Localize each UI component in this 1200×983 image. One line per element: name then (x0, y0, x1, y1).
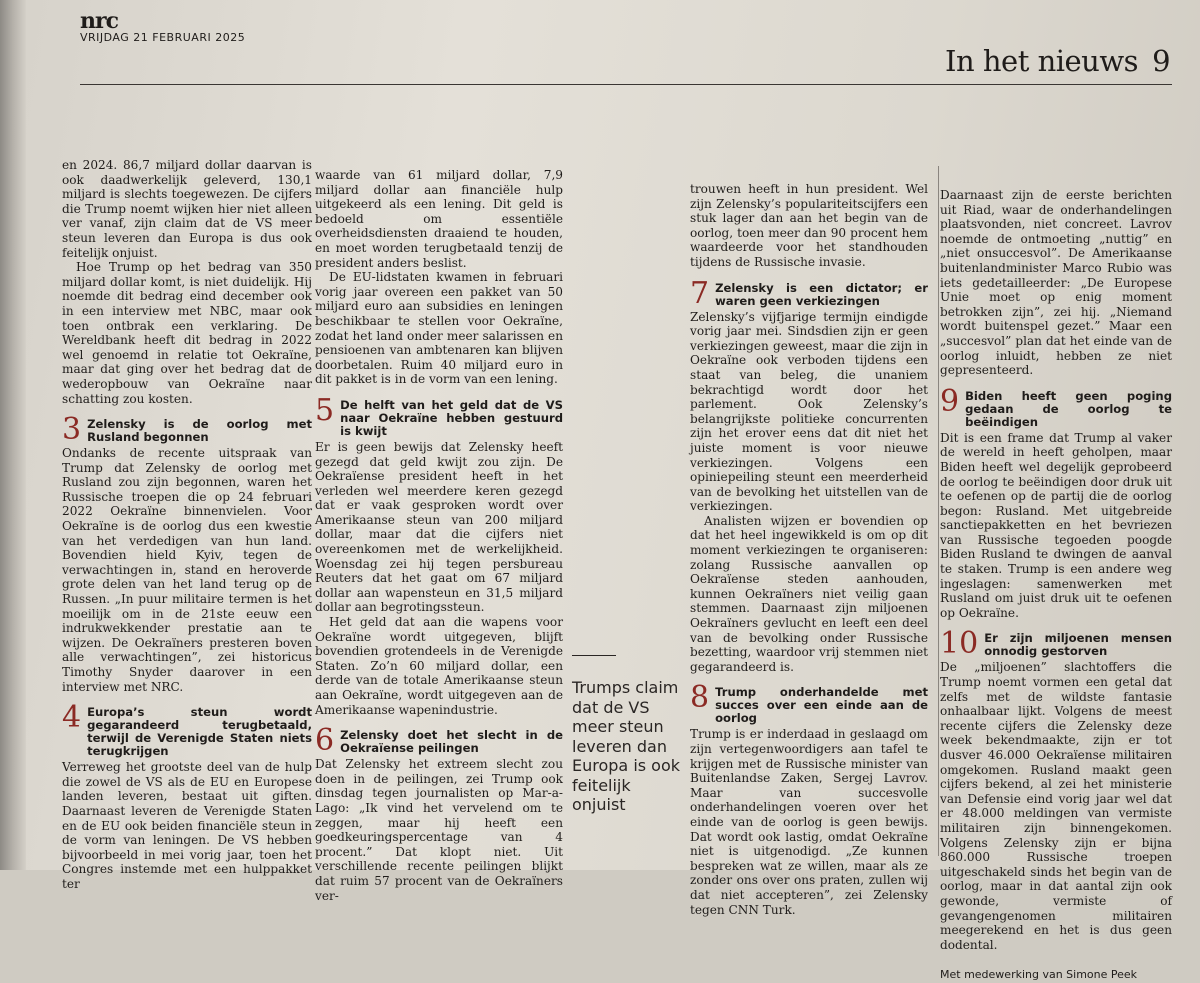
article-column-2 (315, 168, 563, 903)
page-binding-edge (0, 0, 26, 870)
byline-credit: Met medewerking van Simone Peek (940, 968, 1138, 982)
pull-quote (572, 655, 682, 815)
heading-text: De helft van het geld dat de VS naar Oekraïne hebben gestuurd is kwijt (340, 397, 563, 438)
page-number: 9 (1152, 44, 1171, 78)
heading-text: Zelensky doet het slecht in de Oekraïense peilingen (340, 728, 563, 756)
heading-number: 3 (62, 412, 82, 448)
paragraph: waarde van 61 miljard dollar, 7,9 miljard dollar aan financiële hulp uitgekeerd als een lening. Dit geld is bedoeld om essentiële overheidsdiensten draaiend te houden, en moet worden terugbetaald tenzij de president anders beslist. (315, 168, 563, 270)
quote-rule (572, 655, 616, 656)
paragraph: trouwen heeft in hun president. Wel zijn Zelensky’s populariteitscijfers een stuk lager dan aan het begin van de oorlog, toen meer dan 90 procent hem waardeerde voor het standhouden tijdens de Russische invasie. (690, 182, 928, 269)
paragraph: Dat Zelensky het extreem slecht zou doen in de peilingen, zei Trump ook dinsdag tegen journalisten op Mar-a-Lago: „Ik vind het vervelend om te zeggen, maar hij heeft een goedkeuringspercentage van 4 procent.” Dat klopt niet. Uit verschillende recente peilingen blijkt dat ruim 57 procent van de Oekraïners ver- (315, 757, 563, 903)
heading-text: Biden heeft geen poging gedaan de oorlog te beëindigen (965, 388, 1172, 429)
article-column-1 (62, 158, 312, 891)
heading-text: Zelensky is een dictator; er waren geen verkiezingen (715, 280, 928, 308)
section-header (945, 44, 1170, 78)
section-title: In het nieuws (945, 44, 1139, 78)
heading-number: 8 (690, 680, 710, 716)
paragraph: Analisten wijzen er bovendien op dat het heel ingewikkeld is om op dit moment verkiezingen te organiseren: zolang Russische aanvallen op Oekraïense steden aanhouden, kunnen Oekraïners niet veilig gaan stemmen. Daarnaast zijn miljoenen Oekraïners gevlucht en leeft een deel van de bevolking onder Russische bezetting, waardoor vrij stemmen niet gegarandeerd is. (690, 513, 928, 674)
paragraph: Hoe Trump op het bedrag van 350 miljard dollar komt, is niet duidelijk. Hij noemde dit bedrag eind december ook in een interview met NBC, maar ook toen ontbrak een verklaring. De Wereldbank heeft dit bedrag in 2022 wel genoemd in relatie tot Oekraïne, maar dat ging over het bedrag dat de wederopbouw van Oekraïne naar schatting zou kosten. (62, 260, 312, 406)
section-heading-4 (62, 700, 312, 759)
heading-text: Zelensky is de oorlog met Rusland begonnen (87, 417, 312, 445)
paragraph: De „miljoenen” slachtoffers die Trump noemt vormen een getal dat zelfs met de wildste fantasie onhaalbaar lijkt. Volgens de meest recente cijfers die Zelensky deze week bekendmaakte, zijn er tot dusver 46.000 Oekraïense militairen omgekomen. Rusland maakt geen cijfers bekend, al zei het ministerie van Defensie eind vorig jaar wel dat er 48.000 meldingen van vermiste militairen zijn binnengekomen. Volgens Zelensky zijn er bijna 860.000 Russische troepen uitgeschakeld sinds het begin van de oorlog, maar in dat aantal zijn ook gewonde, vermiste of gevangengenomen militairen meegerekend en het is dus geen dodental. (940, 660, 1172, 952)
newspaper-logo: nrc (80, 8, 118, 34)
article-column-3 (690, 182, 928, 917)
paragraph: Zelensky’s vijfjarige termijn eindigde vorig jaar mei. Sindsdien zijn er geen verkiezingen geweest, maar die zijn in Oekraïne ook verboden tijdens een staat van beleg, die unaniem bekrachtigd wordt door het parlement. Ook Zelensky’s belangrijkste politieke concurrenten zijn het erover eens dat dit niet het juiste moment is voor nieuwe verkiezingen. Volgens een opiniepeiling steunt een meerderheid van de bevolking het uitstellen van de verkiezingen. (690, 309, 928, 514)
heading-number: 10 (940, 626, 979, 662)
heading-number: 4 (62, 700, 82, 736)
heading-number: 7 (690, 275, 710, 311)
paragraph: De EU-lidstaten kwamen in februari vorig jaar overeen een pakket van 50 miljard euro aan subsidies en leningen beschikbaar te stellen voor Oekraïne, zodat het land onder meer salarissen en pensioenen van ambtenaren kan blijven doorbetalen. Ruim 40 miljard euro in dit pakket is in de vorm van een lening. (315, 270, 563, 387)
section-heading-10 (940, 626, 1172, 662)
section-heading-7 (690, 275, 928, 311)
heading-number: 9 (940, 383, 960, 419)
heading-text: Trump onderhandelde met succes over een einde aan de oorlog (715, 685, 928, 726)
quote-text: Trumps claim dat de VS meer steun leveren dan Europa is ook feitelijk onjuist (572, 678, 681, 814)
heading-number: 5 (315, 392, 335, 428)
header-rule (80, 84, 1172, 85)
heading-number: 6 (315, 723, 335, 759)
issue-date: VRIJDAG 21 FEBRUARI 2025 (80, 31, 246, 44)
paragraph: Daarnaast zijn de eerste berichten uit Riad, waar de onderhandelingen plaatsvonden, niet concreet. Lavrov noemde de ontmoeting „nuttig” en „niet onsuccesvol”. De Amerikaanse buitenlandminister Marco Rubio was iets gedetailleerder: „De Europese Unie moet op enig moment betrokken zijn”, zei hij. „Niemand wordt buitenspel gezet.” Maar een „succesvol” plan dat het einde van de oorlog inluidt, hebben ze niet gepresenteerd. (940, 188, 1172, 378)
section-heading-9 (940, 383, 1172, 429)
article-column-4 (940, 188, 1172, 982)
paragraph: Er is geen bewijs dat Zelensky heeft gezegd dat geld kwijt zou zijn. De Oekraïense president heeft in het verleden wel meerdere keren gezegd dat er vaak gesproken wordt over Amerikaanse steun van 200 miljard dollar, maar dat die cijfers niet overeenkomen met de werkelijkheid. Woensdag zei hij tegen persbureau Reuters dat het gaat om 67 miljard dollar aan wapensteun en 31,5 miljard dollar aan begrotingssteun. (315, 439, 563, 615)
section-heading-3 (62, 412, 312, 448)
paragraph: Ondanks de recente uitspraak van Trump dat Zelensky de oorlog met Rusland zou zijn begonnen, waren het Russische troepen die op 24 februari 2022 Oekraïne binnenvielen. Voor Oekraïne is de oorlog dus een kwestie van het verdedigen van hun land. Bovendien hield Kyiv, tegen de verwachtingen in, stand en heroverde grote delen van het land terug op de Russen. „In puur militaire termen is het moeilijk om in de 21ste eeuw een indrukwekkender prestatie aan te wijzen. De Oekraïners presteren boven alle verwachtingen”, zei historicus Timothy Snyder daarover in een interview met NRC. (62, 446, 312, 694)
heading-text: Er zijn miljoenen mensen onnodig gestorven (984, 631, 1172, 659)
paragraph: Verreweg het grootste deel van de hulp die zowel de VS als de EU en Europese landen leveren, bestaat uit giften. Daarnaast leveren de Verenigde Staten en de EU ook beiden financiële steun in de vorm van leningen. De VS hebben bijvoorbeeld in mei vorig jaar, toen het Congres instemde met een hulppakket ter (62, 760, 312, 891)
paragraph: Dit is een frame dat Trump al vaker de wereld in heeft geholpen, maar Biden heeft wel degelijk geprobeerd de oorlog te beëindigen door druk uit te oefenen op de partij die de oorlog begon: Rusland. Met uitgebreide sanctiepakketten en het bevriezen van Russische tegoeden poogde Biden Rusland te dwingen de aanval te staken. Trump is een andere weg ingeslagen: samenwerken met Rusland om juist druk uit te oefenen op Oekraïne. (940, 430, 1172, 620)
section-heading-8 (690, 680, 928, 726)
masthead (80, 8, 245, 44)
paragraph: en 2024. 86,7 miljard dollar daarvan is ook daadwerkelijk geleverd, 130,1 miljard is slechts toegewezen. De cijfers die Trump noemt wijken hier niet alleen ver vanaf, zijn claim dat de VS meer steun leveren dan Europa is dus ook feitelijk onjuist. (62, 158, 312, 260)
paragraph: Trump is er inderdaad in geslaagd om zijn vertegenwoordigers aan tafel te krijgen met de Russische minister van Buitenlandse Zaken, Sergej Lavrov. Maar van succesvolle onderhandelingen voeren over het einde van de oorlog is geen bewijs. Dat wordt ook lastig, omdat Oekraïne niet is uitgenodigd. „Ze kunnen bespreken wat ze willen, maar als ze zonder ons over ons praten, zullen wij dat niet accepteren”, zei Zelensky tegen CNN Turk. (690, 727, 928, 917)
paragraph: Het geld dat aan die wapens voor Oekraïne wordt uitgegeven, blijft bovendien grotendeels in de Verenigde Staten. Zo’n 60 miljard dollar, een derde van de totale Amerikaanse steun aan Oekraïne, wordt uitgegeven aan de Amerikaanse wapenindustrie. (315, 615, 563, 717)
section-heading-5 (315, 392, 563, 438)
heading-text: Europa’s steun wordt gegarandeerd terugbetaald, terwijl de Verenigde Staten niets terugkrijgen (87, 705, 312, 759)
section-heading-6 (315, 723, 563, 759)
column-divider (938, 166, 939, 856)
